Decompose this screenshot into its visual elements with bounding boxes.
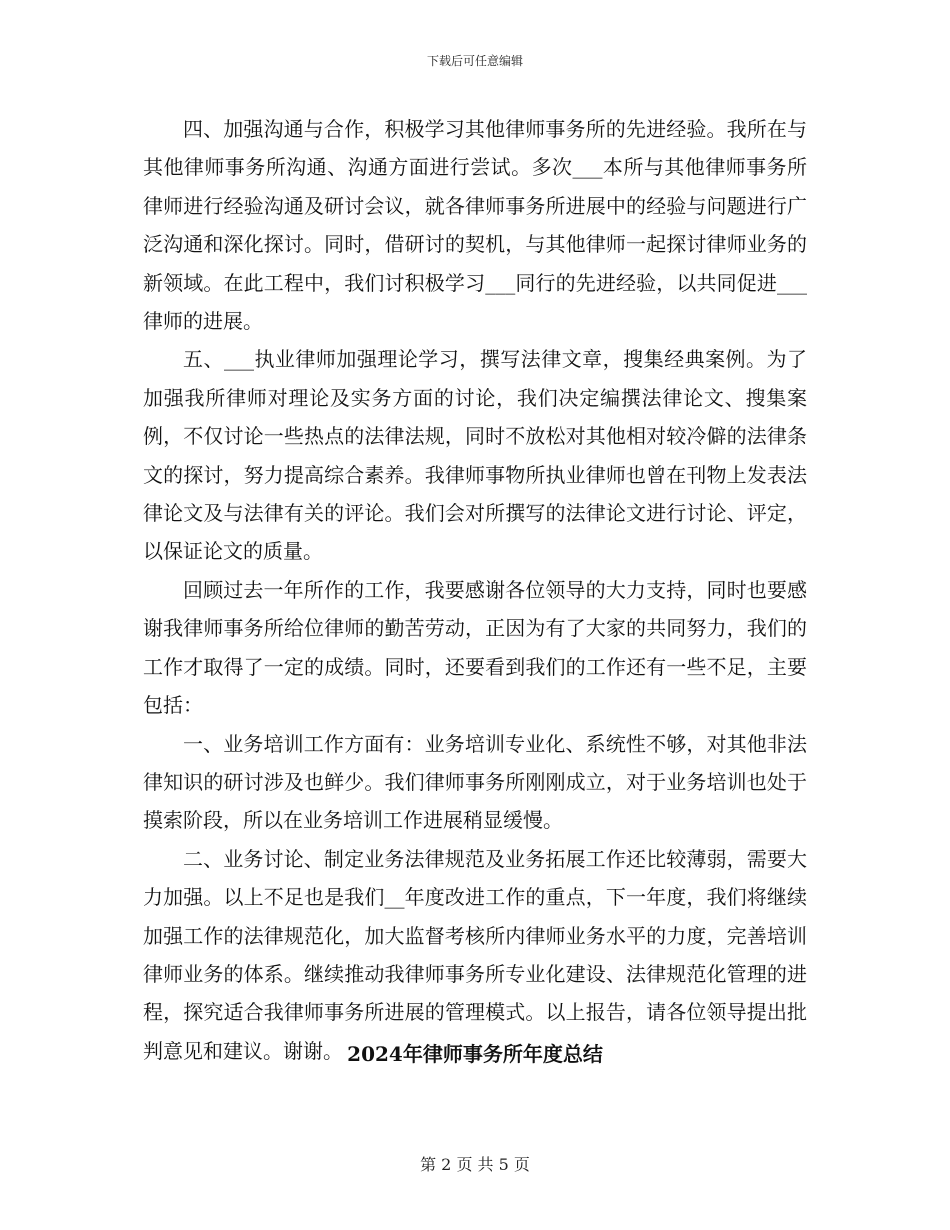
document-title: 2024年律师事务所年度总结	[347, 1042, 603, 1066]
page-footer: 第 2 页 共 5 页	[420, 1155, 530, 1174]
paragraph: 二、业务讨论、制定业务法律规范及业务拓展工作还比较薄弱，需要大力加强。以上不足也是我们__年度改进工作的重点，下一年度，我们将继续加强工作的法律规范化，加大监督考核所内律师业务水平的力度，完善培训律师业务的体系。继续推动我律师事务所专业化建设、法律规范化管理的进程，探究适合我律师事务所进展的管理模式。以上报告，请各位领导提出批判意见和建议。谢谢。	[143, 846, 807, 1063]
paragraph: 四、加强沟通与合作，积极学习其他律师事务所的先进经验。我所在与其他律师事务所沟通、沟通方面进行尝试。多次___本所与其他律师事务所律师进行经验沟通及研讨会议，就各律师事务所进展中的经验与问题进行广泛沟通和深化探讨。同时，借研讨的契机，与其他律师一起探讨律师业务的新领域。在此工程中，我们讨积极学习___同行的先进经验，以共同促进___律师的进展。	[143, 117, 807, 334]
paragraph: 五、___执业律师加强理论学习，撰写法律文章，搜集经典案例。为了加强我所律师对理论及实务方面的讨论，我们决定编撰法律论文、搜集案例，不仅讨论一些热点的法律法规，同时不放松对其他相对较冷僻的法律条文的探讨，努力提高综合素养。我律师事物所执业律师也曾在刊物上发表法律论文及与法律有关的评论。我们会对所撰写的法律论文进行讨论、评定，以保证论文的质量。	[143, 347, 807, 564]
page-header: 下载后可任意编辑	[426, 54, 523, 68]
paragraph: 回顾过去一年所作的工作，我要感谢各位领导的大力支持，同时也要感谢我律师事务所给位律师的勤苦劳动，正因为有了大家的共同努力，我们的工作才取得了一定的成绩。同时，还要看到我们的工作还有一些不足，主要包括：	[143, 577, 807, 718]
paragraph: 一、业务培训工作方面有：业务培训专业化、系统性不够，对其他非法律知识的研讨涉及也鲜少。我们律师事务所刚刚成立，对于业务培训也处于摸索阶段，所以在业务培训工作进展稍显缓慢。	[143, 731, 807, 833]
body-text	[143, 110, 807, 1070]
